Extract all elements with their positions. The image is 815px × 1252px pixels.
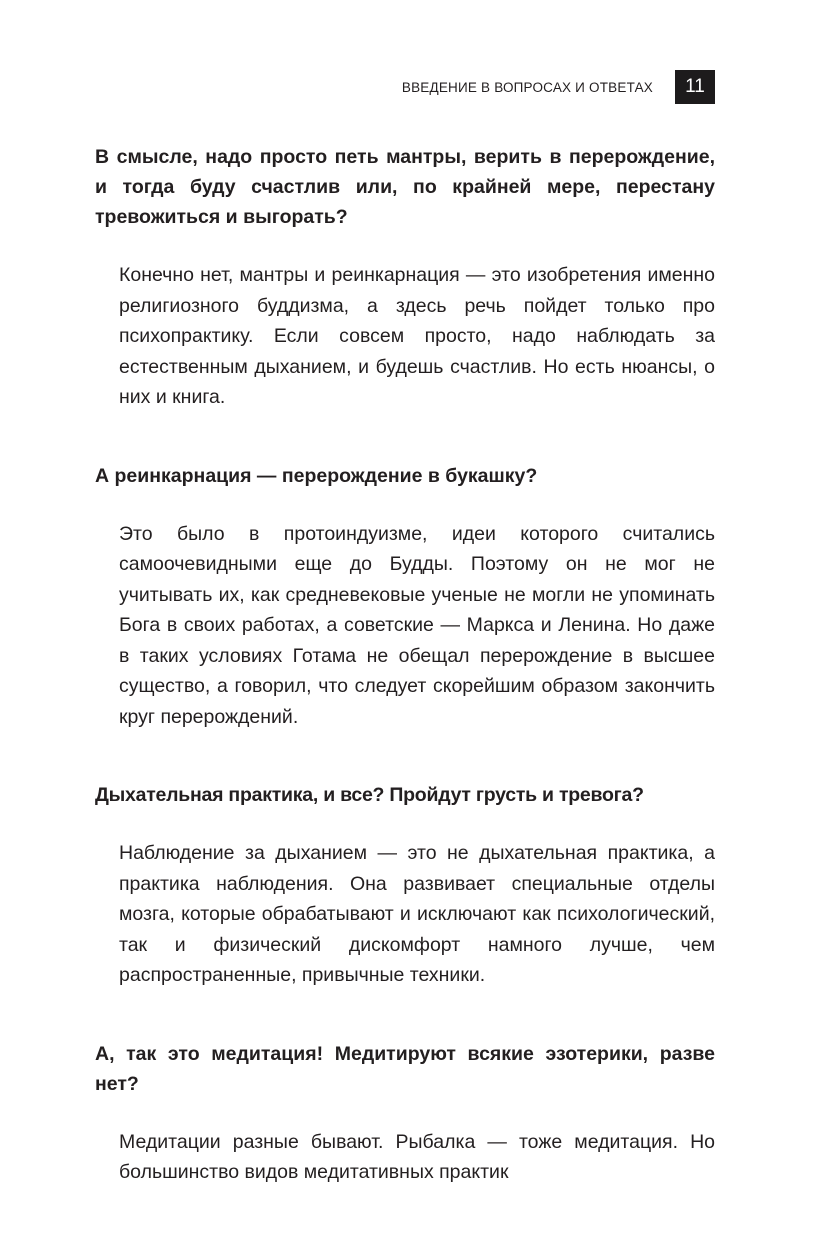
qa-block	[95, 142, 715, 413]
qa-block	[95, 461, 715, 733]
question-text: Дыхательная практика, и все? Пройдут грусть и тревога?	[95, 784, 644, 806]
question-text: А реинкарнация — перерождение в букашку?	[95, 464, 538, 487]
page-content	[95, 142, 715, 1188]
answer-text: Наблюдение за дыханием — это не дыхательная практика, а практика наблюдения. Она развивает специальные отделы мозга, которые обрабатывают и исключают как психологический, так и физический дискомфорт намного лучше, чем распространенные, привычные техники.	[119, 842, 715, 986]
page-number: 11	[675, 70, 715, 104]
running-head	[402, 70, 715, 104]
qa-block	[95, 780, 715, 991]
qa-block	[95, 1039, 715, 1188]
question-text: В смысле, надо просто петь мантры, верить в перерождение, и тогда буду счастлив или, по крайней мере, перестану тревожиться и выгорать?	[95, 146, 715, 228]
answer-text: Медитации разные бывают. Рыбалка — тоже медитация. Но большинство видов медитативных практик	[119, 1130, 715, 1183]
running-title: ВВЕДЕНИЕ В ВОПРОСАХ И ОТВЕТАХ	[401, 79, 653, 95]
answer-text: Конечно нет, мантры и реинкарнация — это изобретения именно религиозного буддизма, а здесь речь пойдет только про психопрактику. Если совсем просто, надо наблюдать за естественным дыханием, и будешь счастлив. Но есть нюансы, о них и книга.	[119, 264, 715, 408]
question-text: А, так это медитация! Медитируют всякие эзотерики, разве нет?	[95, 1042, 715, 1095]
answer-text: Это было в протоиндуизме, идеи которого считались самоочевидными еще до Будды. Поэтому он не мог не учитывать их, как средневековые ученые не могли не упоминать Бога в своих работах, а советские — Маркса и Ленина. Но даже в таких условиях Готама не обещал перерождение в высшее существо, а говорил, что следует скорейшим образом закончить круг перерождений.	[119, 522, 715, 728]
